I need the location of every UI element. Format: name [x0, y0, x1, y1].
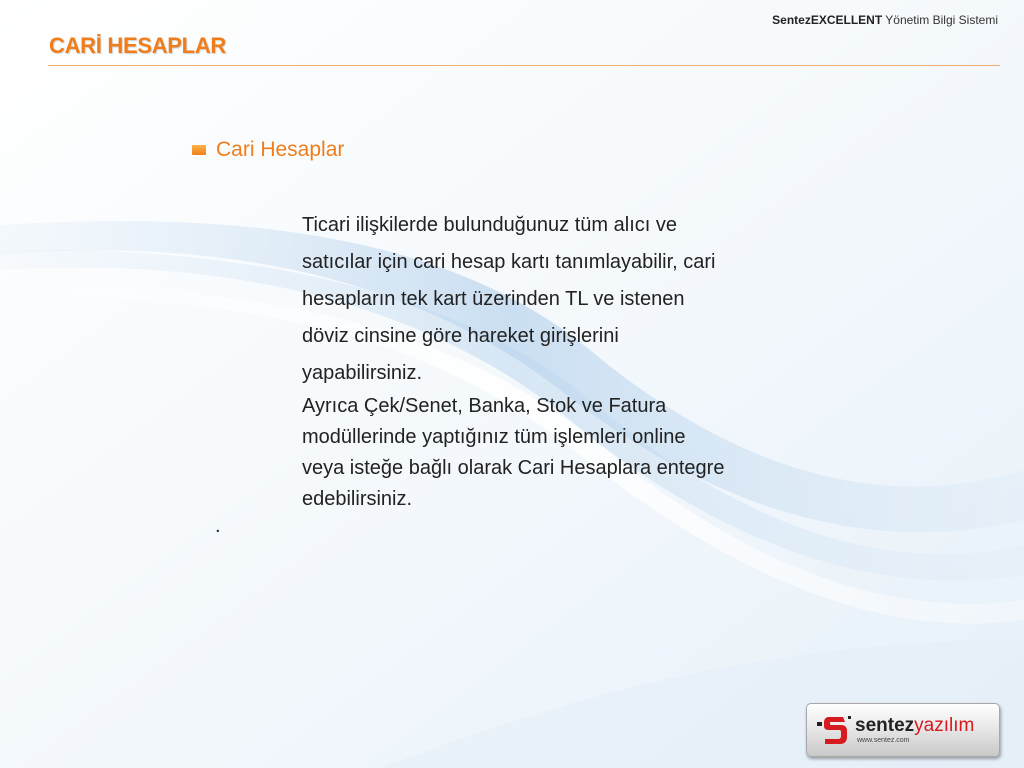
paragraph-line: edebilirsiniz. [302, 488, 413, 510]
sentez-logo [806, 703, 1000, 757]
title-divider [48, 65, 1000, 66]
paragraph-line: veya isteğe bağlı olarak Cari Hesaplara entegre [302, 457, 725, 479]
stray-dot: . [215, 515, 221, 537]
paragraph-line: döviz cinsine göre hareket girişlerini [302, 325, 619, 347]
brand-name: SentezEXCELLENT [772, 13, 883, 27]
sentez-s-logo-icon [817, 712, 853, 746]
description-paragraph-1 [302, 207, 802, 392]
paragraph-line: hesapların tek kart üzerinden TL ve istenen [302, 288, 685, 310]
section-heading: Cari Hesaplar [216, 138, 345, 161]
square-bullet-icon [192, 145, 206, 155]
section-header [192, 138, 344, 162]
header-brand [772, 13, 998, 27]
paragraph-line: yapabilirsiniz. [302, 362, 423, 384]
description-paragraph-2 [302, 391, 802, 515]
logo-word-yazilim: yazılım [914, 715, 975, 736]
logo-url: www.sentez.com [857, 737, 910, 744]
logo-word-sentez: sentez [855, 715, 915, 736]
paragraph-line: modüllerinde yaptığınız tüm işlemleri online [302, 426, 686, 448]
brand-tagline: Yönetim Bilgi Sistemi [885, 13, 998, 27]
page-title: CARİ HESAPLAR [49, 33, 226, 58]
paragraph-line: Ayrıca Çek/Senet, Banka, Stok ve Fatura [302, 395, 667, 417]
paragraph-line: satıcılar için cari hesap kartı tanımlayabilir, cari [302, 251, 716, 273]
logo-wordmark [855, 715, 974, 737]
paragraph-line: Ticari ilişkilerde bulunduğunuz tüm alıcı ve [302, 214, 677, 236]
